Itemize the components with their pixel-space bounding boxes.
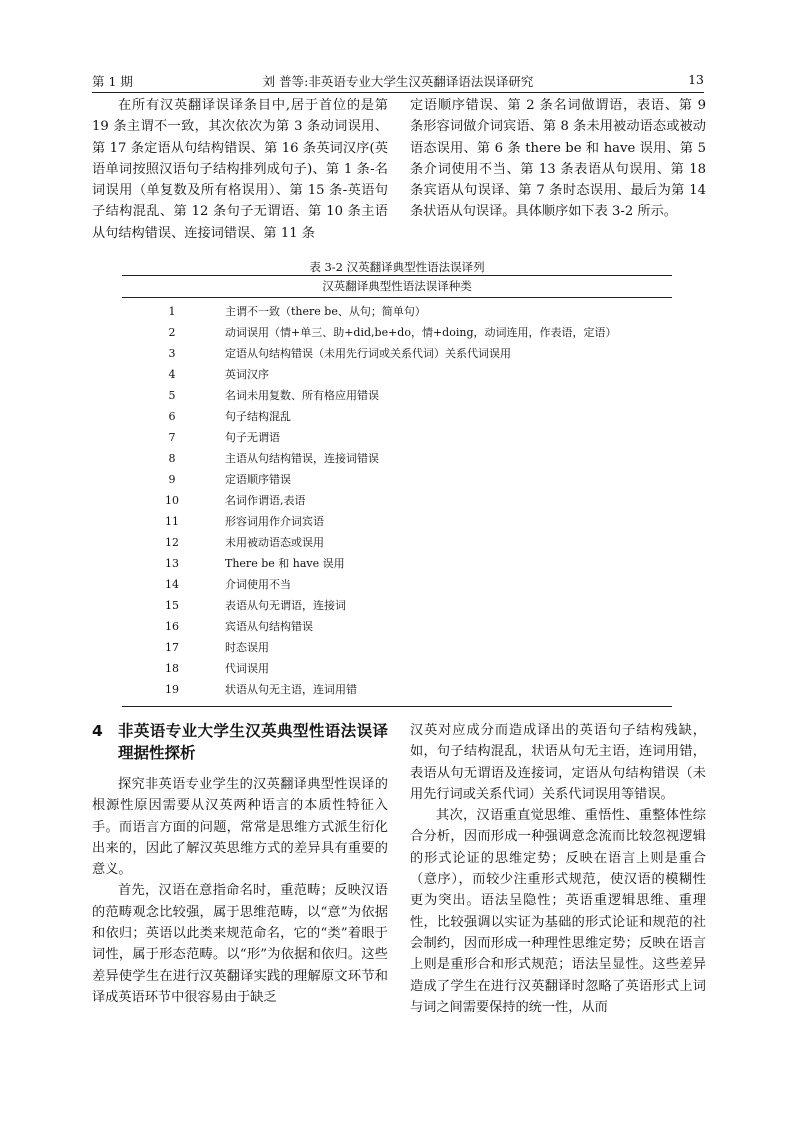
table-body xyxy=(122,298,672,707)
top-left-column xyxy=(92,95,388,244)
row-text: 句子无谓语 xyxy=(225,431,280,444)
section-number: 4 xyxy=(92,722,103,740)
row-text: 状语从句无主语，连词用错 xyxy=(225,683,357,696)
top-right-column xyxy=(410,95,706,223)
table-row xyxy=(122,469,672,490)
table-row xyxy=(122,574,672,595)
row-number: 4 xyxy=(168,368,176,381)
table-row xyxy=(122,427,672,448)
paragraph: 定语顺序错误、第 2 条名词做谓语，表语、第 9 条形容词做介词宾语、第 8 条未用被动语态或被动语态误用、第 6 条 there be 和 have 误用、第 5 条介词使用不当、第 13 条表语从句误用、第 18 条宾语从句误译、第 7 条时态误用、最后为第 14 条状语从句误译。具体顺序如下表 3-2 所示。 xyxy=(410,98,706,220)
section-title: 非英语专业大学生汉英典型性语法误译理据性探析 xyxy=(118,722,388,762)
row-number: 19 xyxy=(165,683,179,696)
row-number: 14 xyxy=(165,578,179,591)
row-number: 17 xyxy=(165,641,179,654)
table-row xyxy=(122,658,672,679)
running-header xyxy=(92,70,704,93)
table-row xyxy=(122,364,672,385)
table-row xyxy=(122,322,672,343)
row-text: 介词使用不当 xyxy=(225,578,291,591)
row-number: 3 xyxy=(168,347,176,360)
row-text: 英词汉序 xyxy=(225,368,269,381)
bottom-left-column xyxy=(92,720,388,1008)
section-heading xyxy=(92,720,388,764)
row-number: 10 xyxy=(165,494,179,507)
row-text: 时态误用 xyxy=(225,641,269,654)
row-text: 名词未用复数、所有格应用错误 xyxy=(225,389,379,402)
row-number: 6 xyxy=(168,410,176,423)
row-text: 未用被动语态或误用 xyxy=(225,536,324,549)
table-row xyxy=(122,301,672,322)
row-text: There be 和 have 误用 xyxy=(225,557,345,570)
row-number: 18 xyxy=(165,662,179,675)
paragraph: 探究非英语专业学生的汉英翻译典型性误译的根源性原因需要从汉英两种语言的本质性特征入手。而语言方面的问题，常常是思维方式派生衍化出来的，因此了解汉英思维方式的差异具有重要的意义。 xyxy=(92,777,388,878)
row-number: 15 xyxy=(165,599,179,612)
page-number: 13 xyxy=(688,72,704,87)
table-row xyxy=(122,679,672,700)
row-text: 名词作谓语,表语 xyxy=(225,494,306,507)
table-row xyxy=(122,532,672,553)
table-row xyxy=(122,343,672,364)
issue-label: 第 1 期 xyxy=(92,74,133,89)
row-text: 宾语从句结构错误 xyxy=(225,620,313,633)
row-text: 表语从句无谓语，连接词 xyxy=(225,599,346,612)
table-row xyxy=(122,616,672,637)
row-text: 主语从句结构错误，连接词错误 xyxy=(225,452,379,465)
row-number: 1 xyxy=(168,305,176,318)
paragraph: 汉英对应成分而造成译出的英语句子结构残缺，如，句子结构混乱，状语从句无主语，连词用错，表语从句无谓语及连接词，定语从句结构错误（未用先行词或关系代词）关系代词误用等错误。 xyxy=(410,723,706,802)
paragraph: 在所有汉英翻译误译条目中,居于首位的是第 19 条主谓不一致，其次依次为第 3 条动词误用、第 17 条定语从句结构错误、第 16 条英词汉序(英语单词按照汉语句子结构排列成句子)、第 1 条-名词误用（单复数及所有格误用）、第 15 条-英语句子结构混乱、第 12 条句子无谓语、第 10 条主语从句结构错误、连接词错误、第 11 条 xyxy=(92,98,388,241)
row-text: 代词误用 xyxy=(225,662,269,675)
row-text: 主谓不一致（there be、从句；简单句） xyxy=(225,305,426,318)
table-row xyxy=(122,490,672,511)
row-text: 定语顺序错误 xyxy=(225,473,291,486)
row-number: 5 xyxy=(168,389,176,402)
row-text: 动词误用（情+单三、助+did,be+do，情+doing，动词连用，作表语，定语） xyxy=(225,326,617,339)
row-number: 9 xyxy=(168,473,176,486)
row-number: 13 xyxy=(165,557,179,570)
table-row xyxy=(122,595,672,616)
row-number: 16 xyxy=(165,620,179,633)
row-number: 8 xyxy=(168,452,176,465)
row-text: 句子结构混乱 xyxy=(225,410,291,423)
paragraph: 首先，汉语在意指命名时，重范畴；反映汉语的范畴观念比较强，属于思维范畴，以“意”为依据和依归；英语以此类来规范命名，它的“类”着眼于词性，属于形态范畴。以“形”为依据和依归。这些差异使学生在进行汉英翻译实践的理解原文环节和译成英语环节中很容易由于缺乏 xyxy=(92,883,388,1005)
running-title: 刘 普等:非英语专业大学生汉英翻译语法误译研究 xyxy=(262,74,534,89)
table-column-header: 汉英翻译典型性语法误译种类 xyxy=(122,276,672,298)
table-row xyxy=(122,637,672,658)
table-row xyxy=(122,553,672,574)
table-row xyxy=(122,511,672,532)
row-number: 2 xyxy=(168,326,176,339)
row-text: 形容词用作介词宾语 xyxy=(225,515,324,528)
row-text: 定语从句结构错误（未用先行词或关系代词）关系代词误用 xyxy=(225,347,511,360)
row-number: 7 xyxy=(168,431,176,444)
table-row xyxy=(122,385,672,406)
paragraph: 其次，汉语重直觉思维、重悟性、重整体性综合分析，因而形成一种强调意念流而比较忽视逻辑的形式论证的思维定势；反映在语言上则是重合（意序），而较少注重形式规范，使汉语的模糊性更为突出。语法呈隐性；英语重逻辑思维、重理性，比较强调以实证为基础的形式论证和规范的社会制约，因而形成一种理性思维定势；反映在语言上则是重形合和形式规范；语法呈显性。这些差异造成了学生在进行汉英翻译时忽略了英语形式上词与词之间需要保持的统一性，从而 xyxy=(410,808,706,1015)
row-number: 11 xyxy=(165,515,179,528)
table-row xyxy=(122,406,672,427)
table-row xyxy=(122,448,672,469)
table-caption: 表 3-2 汉英翻译典型性语法误译列 xyxy=(309,260,485,274)
bottom-right-column xyxy=(410,720,706,1018)
error-table xyxy=(122,275,672,707)
row-number: 12 xyxy=(165,536,179,549)
